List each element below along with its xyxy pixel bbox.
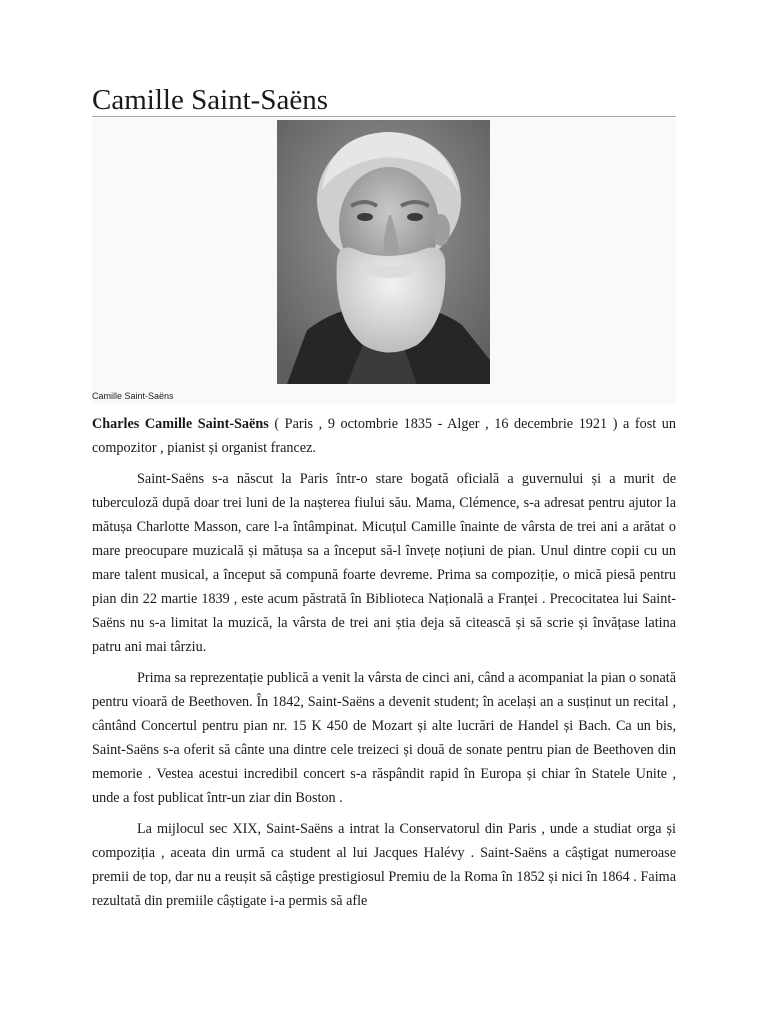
figure-box [92, 118, 676, 404]
lead-text: ( Paris , 9 octombrie 1835 - Alger , 16 decembrie 1921 ) a fost un compozitor , pianist și organist francez. [92, 416, 676, 456]
lead-paragraph [92, 412, 676, 460]
body-paragraph-2: Prima sa reprezentație publică a venit la vârsta de cinci ani, când a acompaniat la pian o sonată pentru vioară de Beethoven. În 1842, Saint-Saëns a devenit student; în același an a susținut un recital , cântând Concertul pentru pian nr. 15 K 450 de Mozart și alte lucrări de Handel și Bach. Ca un bis, Saint-Saëns s-a oferit să cânte una dintre cele treizeci și două de sonate pentru pian de Beethoven din memorie . Vestea acestui incredibil concert s-a răspândit rapid în Europa și chiar în Statele Unite , unde a fost publicat într-un ziar din Boston . [92, 670, 676, 806]
figure-caption: Camille Saint-Saëns [92, 391, 174, 401]
body-paragraph-3: La mijlocul sec XIX, Saint-Saëns a intrat la Conservatorul din Paris , unde a studiat orga și compoziția , aceata din urmă ca student al lui Jacques Halévy . Saint-Saëns a câștigat numeroase premii de top, dar nu a reușit să câștige prestigiosul Premiu de la Roma în 1852 și nici în 1864 . Faima rezultată din premiile câștigate i-a permis să afle [92, 821, 676, 909]
subject-name: Charles Camille Saint-Saëns [92, 416, 269, 432]
body-paragraph-1: Saint-Saëns s-a născut la Paris într-o stare bogată oficială a guvernului și a murit de tuberculoză după doar trei luni de la nașterea fiului său. Mama, Clémence, s-a adresat pentru ajutor la mătușa Charlotte Masson, care l-a întâmpinat. Micuțul Camille înainte de vârsta de trei ani a arătat o mare preocupare muzicală și mătușa sa a început să-l învețe noțiuni de pian. Unul dintre copii cu un mare talent musical, a început să compună foarte devreme. Prima sa compoziție, o mică piesă pentru pian din 22 martie 1839 , este acum păstrată în Biblioteca Națională a Franței . Precocitatea lui Saint-Saëns nu s-a limitat la muzică, la vârsta de trei ani știa deja să citească și să scrie și învățase latina patru ani mai târziu. [92, 471, 676, 655]
portrait-illustration [277, 120, 490, 384]
article-body [92, 412, 676, 920]
article-title: Camille Saint-Saëns [92, 84, 328, 116]
portrait-photo [277, 120, 490, 384]
title-divider [92, 116, 676, 117]
